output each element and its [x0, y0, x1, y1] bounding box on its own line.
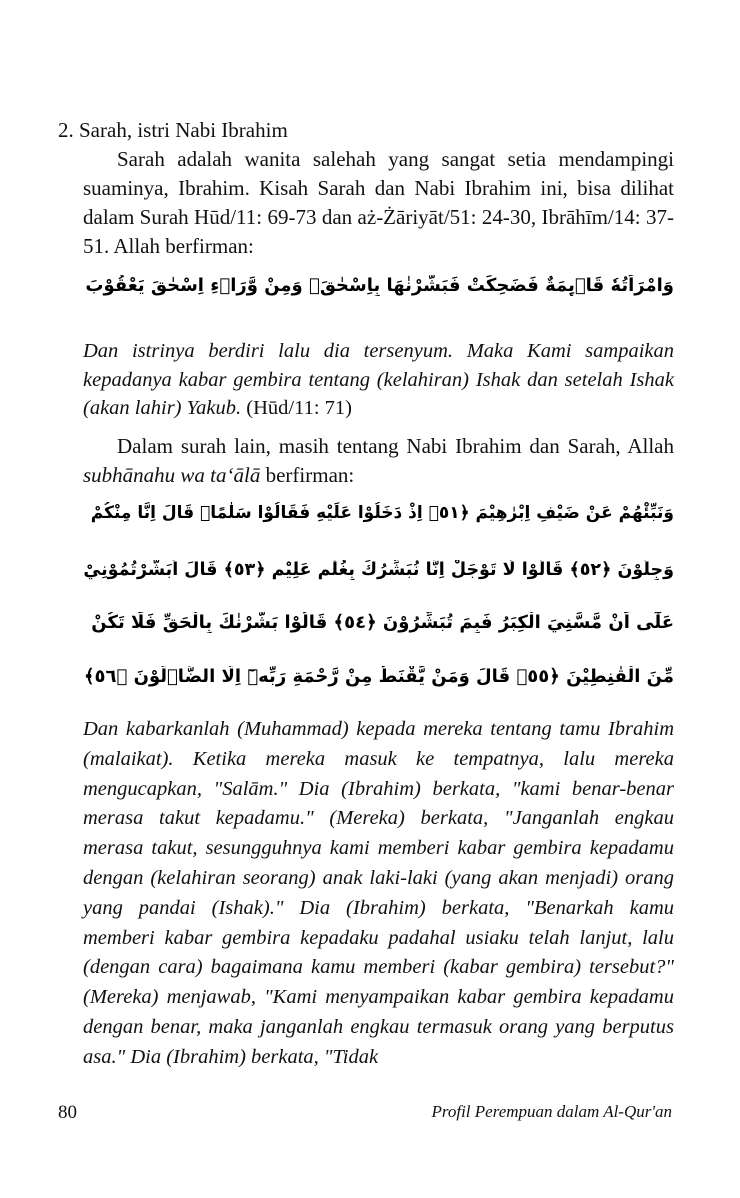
paragraph-text-italic: subhānahu wa ta‘ālā — [83, 463, 261, 487]
section-heading: 2. Sarah, istri Nabi Ibrahim — [58, 118, 288, 142]
arabic-verse-line: عَلٰٓى اَنْ مَّسَّنِيَ الْكِبَرُ فَبِمَ تُبَشِّرُوْنَ ﴿٥٤﴾ قَالُوْا بَشَّرْنٰكَ بِالْحَقِّ فَلَا تَكُنْ — [91, 612, 674, 633]
verse-translation-hud-71 — [83, 337, 674, 423]
intro-paragraph: Sarah adalah wanita salehah yang sangat setia mendampingi suaminya, Ibrahim. Kisah Sarah dan Nabi Ibrahim ini, bisa dilihat dalam Surah Hūd/11: 69-73 dan aż-Żāriyāt/51: 24-30, Ibrāhīm/14: 37-51. Allah berfirman: — [83, 147, 674, 258]
paragraph-text-before: Dalam surah lain, masih tentang Nabi Ibrahim dan Sarah, Allah — [117, 434, 674, 458]
paragraph-text-after: berfirman: — [260, 463, 355, 487]
verse-translation-hijr: Dan kabarkanlah (Muhammad) kepada mereka tentang tamu Ibrahim (malaikat). Ketika mereka masuk ke tempatnya, lalu mereka mengucapkan, "Salām." Dia (Ibrahim) berkata, "kami benar-benar merasa takut kepadamu." (Mereka) berkata, "Janganlah engkau merasa takut, sesungguhnya kami memberi kabar gembira kepadamu dengan (kelahiran seorang) anak laki-laki (yang akan menjadi) orang yang pandai (Ishak)." Dia (Ibrahim) berkata, "Benarkah kamu memberi kabar gembira kepadaku padahal usiaku telah lanjut, lalu (dengan cara) bagaimana kamu memberi (kabar gembira) tersebut?" (Mereka) menjawab, "Kami menyampaikan kabar gembira kepadamu dengan benar, maka janganlah engkau termasuk orang yang berputus asa." Dia (Ibrahim) berkata, "Tidak — [83, 718, 674, 1068]
verse-reference: (Hūd/11: 71) — [246, 397, 352, 419]
second-paragraph — [83, 432, 674, 490]
running-footer-title: Profil Perempuan dalam Al-Qur'an — [431, 1102, 672, 1121]
arabic-verse-hud-71: وَامْرَاَتُهٗ قَاۤىِٕمَةٌ فَضَحِكَتْ فَبَشَّرْنٰهَا بِاِسْحٰقَۙ وَمِنْ وَّرَاۤءِ اِسْحٰقَ يَعْقُوْبَ — [85, 275, 674, 296]
arabic-verse-line: وَنَبِّئْهُمْ عَنْ ضَيْفِ اِبْرٰهِيْمَ ﴿٥١﴾ اِذْ دَخَلُوْا عَلَيْهِ فَقَالُوْا سَلٰمًاۗ قَالَ اِنَّا مِنْكُمْ — [90, 503, 674, 523]
arabic-verse-line: مِّنَ الْقٰنِطِيْنَ ﴿٥٥﴾ قَالَ وَمَنْ يَّقْنَطُ مِنْ رَّحْمَةِ رَبِّهٖٓ اِلَّا الضَّاۤلُّوْنَ ﴿٥٦﴾ — [84, 666, 674, 687]
page-number: 80 — [58, 1102, 77, 1123]
translation-text: Dan istrinya berdiri lalu dia tersenyum. Maka Kami sampaikan kepadanya kabar gembira tentang (kelahiran) Ishak dan setelah Ishak (akan lahir) Yakub. — [83, 340, 674, 419]
arabic-verse-line: وَجِلُوْنَ ﴿٥٢﴾ قَالُوْا لَا تَوْجَلْ اِنَّا نُبَشِّرُكَ بِغُلٰمٍ عَلِيْمٍ ﴿٥٣﴾ قَالَ اَبَشَّرْتُمُوْنِيْ — [83, 560, 674, 580]
